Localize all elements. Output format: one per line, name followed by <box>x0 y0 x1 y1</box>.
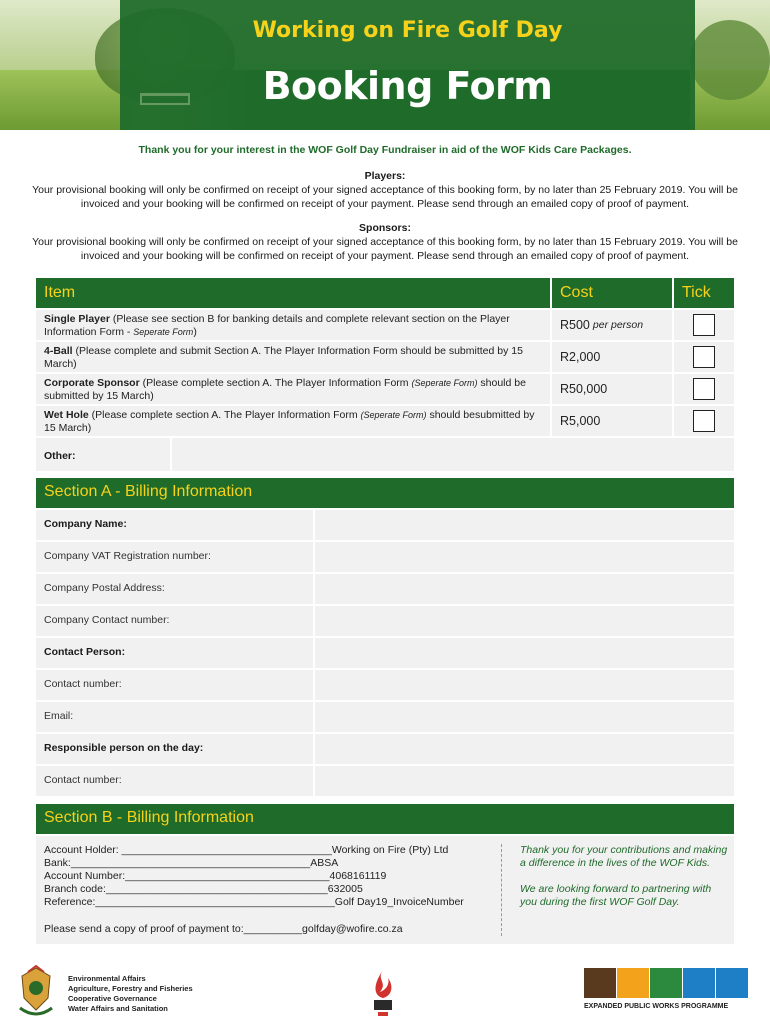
item-description: Wet Hole (Please complete section A. The Player Information Form (Seperate Form) should besubmitted by 15 March) <box>36 406 552 436</box>
field-label: Contact number: <box>36 766 315 796</box>
item-cost: R500 per person <box>552 310 674 340</box>
form-row <box>36 510 734 540</box>
epwp-tile <box>617 968 649 998</box>
company-name-field[interactable] <box>315 510 734 540</box>
field-label: Responsible person on the day: <box>36 734 315 764</box>
section-b-header: Section B - Billing Information <box>36 804 734 834</box>
tick-cell <box>674 342 734 372</box>
epwp-tiles <box>584 968 754 998</box>
sponsors-text: Your provisional booking will only be confirmed on receipt of your signed acceptance of this booking form, by no later than 15 February 2019. You will be invoiced and your booking will be confirmed on receipt of your payment. Please send through an emailed copy of proof of payment. <box>32 236 738 262</box>
item-cost: R2,000 <box>552 342 674 372</box>
sponsors-heading: Sponsors: <box>359 222 411 234</box>
thanks-note: Thank you for your contributions and making a difference in the lives of the WOF Kids. <box>520 844 728 869</box>
field-label: Email: <box>36 702 315 732</box>
table-row <box>36 406 734 436</box>
tick-cell <box>674 406 734 436</box>
four-ball-checkbox[interactable] <box>693 346 715 368</box>
field-label: Contact number: <box>36 670 315 700</box>
responsible-person-field[interactable] <box>315 734 734 764</box>
department-name: Water Affairs and Sanitation <box>68 1004 168 1013</box>
intro-text <box>30 143 740 273</box>
coat-of-arms-logo <box>14 964 58 1022</box>
payment-email-line: Please send a copy of proof of payment to:__________golfday@wofire.co.za <box>44 923 403 935</box>
forward-note: We are looking forward to partnering with you during the first WOF Golf Day. <box>520 883 712 908</box>
bank-lines <box>44 844 514 909</box>
department-name: Environmental Affairs <box>68 974 146 983</box>
table-row <box>36 374 734 404</box>
email-field[interactable] <box>315 702 734 732</box>
field-label: Company Contact number: <box>36 606 315 636</box>
form-row <box>36 734 734 764</box>
working-on-fire-logo <box>368 968 398 1018</box>
form-row <box>36 670 734 700</box>
field-label: Company Postal Address: <box>36 574 315 604</box>
tick-cell <box>674 310 734 340</box>
thank-you-note <box>520 844 730 922</box>
item-cost: R5,000 <box>552 406 674 436</box>
item-description: 4-Ball (Please complete and submit Section A. The Player Information Form should be submitted by 15 March) <box>36 342 552 372</box>
event-title: Working on Fire Golf Day <box>252 18 563 43</box>
bank-line: Account Number:___________________________________ 4068161119 <box>44 870 387 882</box>
department-name: Cooperative Governance <box>68 994 157 1003</box>
other-row <box>36 438 734 471</box>
bank-line: Reference:_________________________________________ Golf Day19_InvoiceNumber <box>44 896 464 908</box>
contact-person-field[interactable] <box>315 638 734 668</box>
form-row <box>36 766 734 796</box>
section-a-header: Section A - Billing Information <box>36 478 734 508</box>
footer <box>0 960 770 1024</box>
item-cost: R50,000 <box>552 374 674 404</box>
field-label: Contact Person: <box>36 638 315 668</box>
item-description: Corporate Sponsor (Please complete section A. The Player Information Form (Seperate Form) should be submitted by 15 March) <box>36 374 552 404</box>
intro-thanks: Thank you for your interest in the WOF Golf Day Fundraiser in aid of the WOF Kids Care Packages. <box>138 144 632 156</box>
form-row <box>36 542 734 572</box>
page-title: Booking Form <box>262 64 553 108</box>
item-description: Single Player (Please see section B for banking details and complete relevant section on the Player Information Form - Seperate Form) <box>36 310 552 340</box>
form-row <box>36 638 734 668</box>
tick-cell <box>674 374 734 404</box>
other-label: Other: <box>36 438 172 471</box>
field-label: Company VAT Registration number: <box>36 542 315 572</box>
bank-line: Bank:_________________________________________ ABSA <box>44 857 339 869</box>
epwp-label: EXPANDED PUBLIC WORKS PROGRAMME <box>584 1003 729 1010</box>
form-row <box>36 574 734 604</box>
table-row <box>36 310 734 340</box>
epwp-tile <box>650 968 682 998</box>
table-row <box>36 342 734 372</box>
other-input[interactable] <box>172 438 734 471</box>
single-player-checkbox[interactable] <box>693 314 715 336</box>
column-header-tick: Tick <box>674 278 734 308</box>
players-heading: Players: <box>364 170 406 182</box>
responsible-contact-field[interactable] <box>315 766 734 796</box>
vat-number-field[interactable] <box>315 542 734 572</box>
players-text: Your provisional booking will only be confirmed on receipt of your signed acceptance of this booking form, by no later than 25 February 2019. You will be invoiced and your booking will be confirmed on receipt of your payment. Please send through an emailed copy of proof of payment. <box>32 184 738 210</box>
wet-hole-checkbox[interactable] <box>693 410 715 432</box>
department-name: Agriculture, Forestry and Fisheries <box>68 984 193 993</box>
company-contact-field[interactable] <box>315 606 734 636</box>
banner-tree-image <box>690 20 770 100</box>
postal-address-field[interactable] <box>315 574 734 604</box>
epwp-tile <box>683 968 715 998</box>
bank-line: Account Holder: ____________________________________ Working on Fire (Pty) Ltd <box>44 844 449 856</box>
bank-line: Branch code:______________________________________ 632005 <box>44 883 363 895</box>
column-header-cost: Cost <box>552 278 674 308</box>
contact-number-field[interactable] <box>315 670 734 700</box>
corporate-sponsor-checkbox[interactable] <box>693 378 715 400</box>
epwp-logo <box>584 968 754 1018</box>
divider <box>501 844 502 936</box>
form-row <box>36 606 734 636</box>
epwp-tile <box>716 968 748 998</box>
field-label: Company Name: <box>36 510 315 540</box>
booking-items-table <box>36 278 734 471</box>
column-header-item: Item <box>36 278 552 308</box>
table-header <box>36 278 734 308</box>
banking-details <box>36 836 734 944</box>
form-row <box>36 702 734 732</box>
billing-form <box>36 510 734 798</box>
department-list <box>68 974 193 1014</box>
epwp-tile <box>584 968 616 998</box>
